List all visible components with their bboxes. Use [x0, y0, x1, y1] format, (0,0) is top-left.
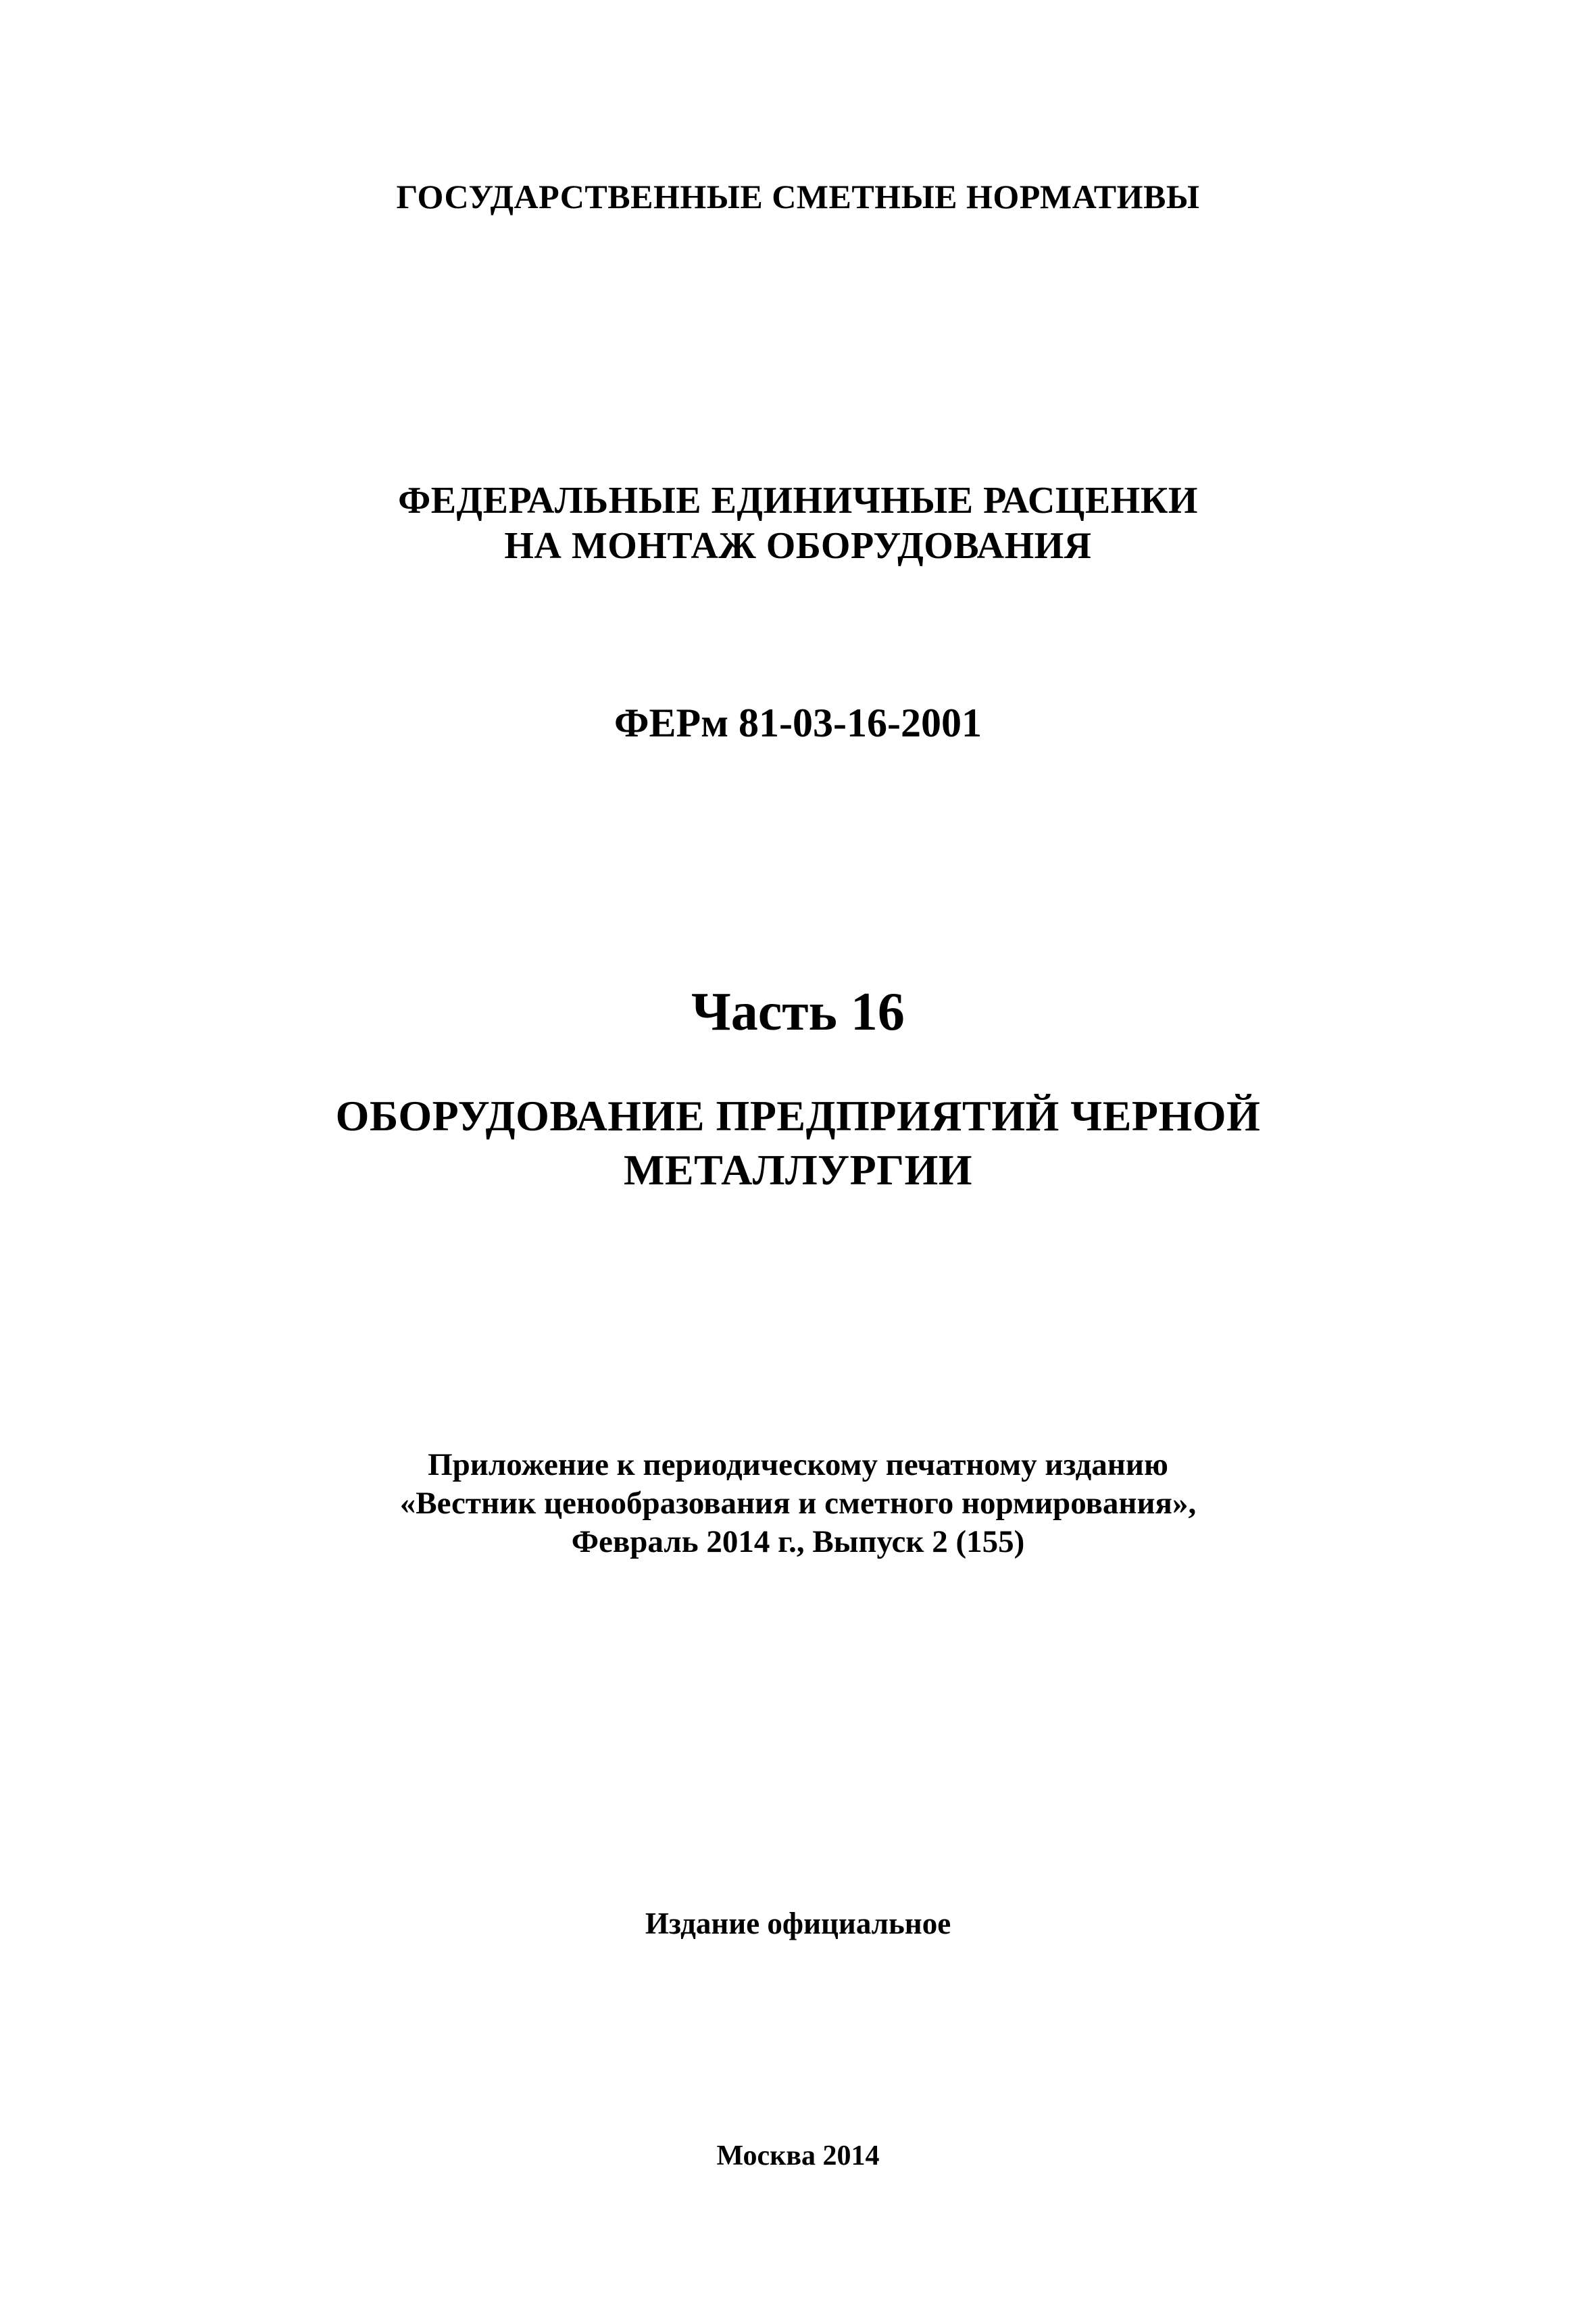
supplement-line-3: Февраль 2014 г., Выпуск 2 (155) — [571, 1524, 1025, 1559]
document-code: ФЕРм 81-03-16-2001 — [614, 701, 982, 745]
part-subject-line-2: МЕТАЛЛУРГИИ — [623, 1146, 973, 1194]
document-title-line-2: НА МОНТАЖ ОБОРУДОВАНИЯ — [504, 525, 1092, 567]
supplement-line-1: Приложение к периодическому печатному изданию — [428, 1447, 1168, 1482]
city-year: Москва 2014 — [716, 2140, 880, 2171]
supplement-line-2: «Вестник ценообразования и сметного нормирования», — [399, 1486, 1197, 1521]
edition-note: Издание официальное — [645, 1907, 951, 1940]
document-title-line-1: ФЕДЕРАЛЬНЫЕ ЕДИНИЧНЫЕ РАСЦЕНКИ — [398, 480, 1198, 522]
series-heading: ГОСУДАРСТВЕННЫЕ СМЕТНЫЕ НОРМАТИВЫ — [396, 178, 1200, 216]
part-subject-line-1: ОБОРУДОВАНИЕ ПРЕДПРИЯТИЙ ЧЕРНОЙ — [335, 1092, 1261, 1140]
part-label: Часть 16 — [691, 982, 905, 1042]
